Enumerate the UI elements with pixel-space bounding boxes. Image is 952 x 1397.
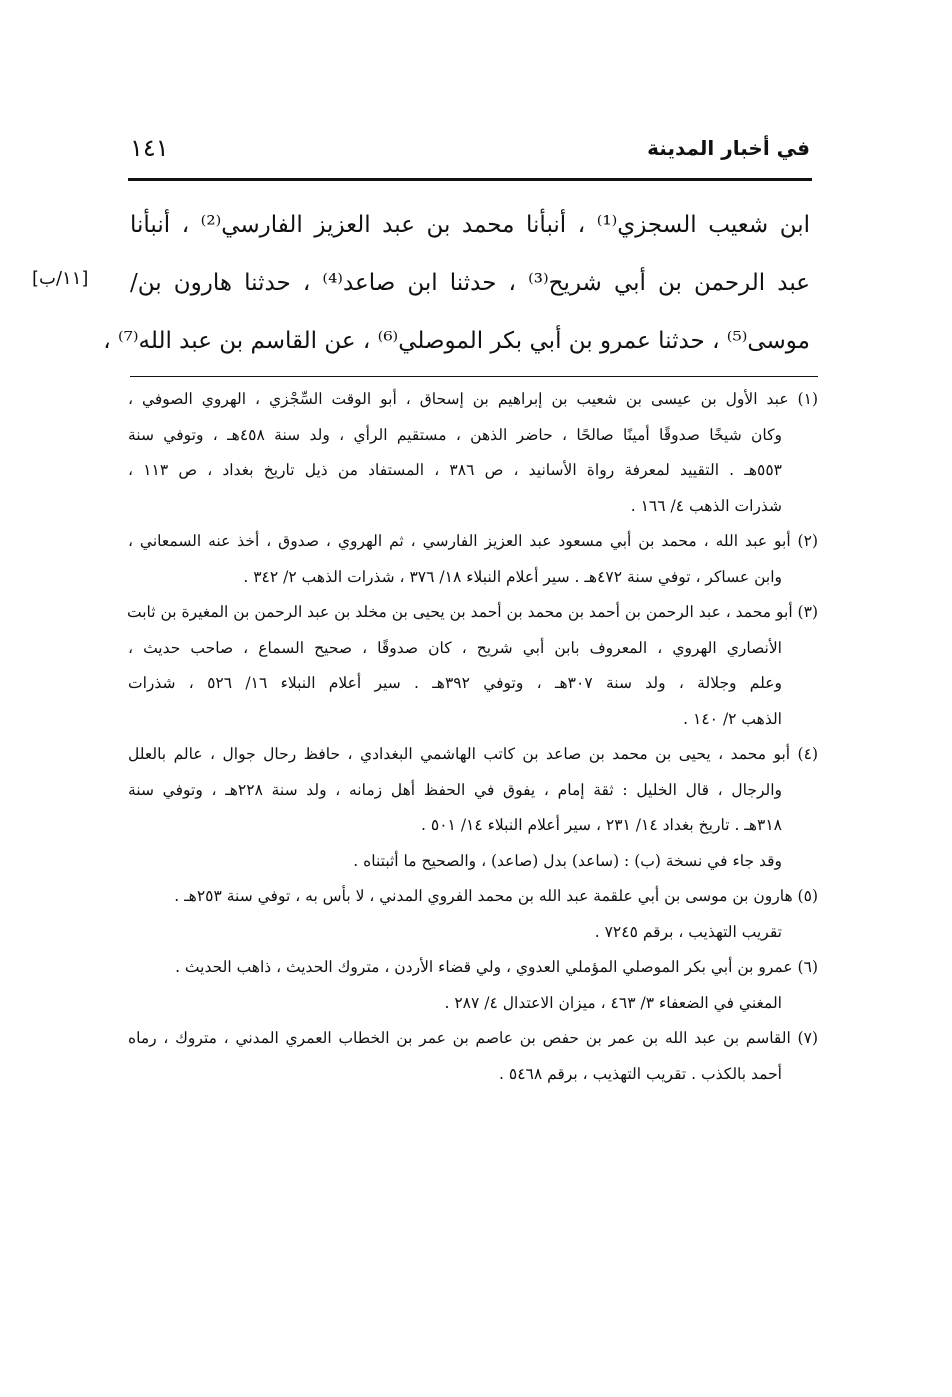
footnote-line: الذهب ٢/ ١٤٠ . xyxy=(683,709,782,728)
footnote-line: المغني في الضعفاء ٣/ ٤٦٣ ، ميزان الاعتدال ٤/ ٢٨٧ . xyxy=(444,993,782,1012)
footnote-line: (٣) أبو محمد ، عبد الرحمن بن أحمد بن محمد بن أحمد بن يحيى بن مخلد بن عبد الرحمن بن المغيرة بن ثابت xyxy=(127,603,818,621)
footnote-line: وقد جاء في نسخة (ب) : (ساعد) بدل (صاعد) ، والصحيح ما أثبتناه . xyxy=(353,851,782,870)
footnote-line: شذرات الذهب ٤/ ١٦٦ . xyxy=(630,496,782,515)
footnote-separator xyxy=(130,376,818,377)
running-title: في أخبار المدينة xyxy=(647,136,810,160)
footnotes xyxy=(128,382,818,1092)
footnote-3 xyxy=(128,595,818,737)
main-text-line: ابن شعيب السجزي⁽¹⁾ ، أنبأنا محمد بن عبد العزيز الفارسي⁽²⁾ ، أنبأنا xyxy=(130,212,810,238)
main-text-line: عبد الرحمن بن أبي شريح⁽³⁾ ، حدثنا ابن صاعد⁽⁴⁾ ، حدثنا هارون بن/ xyxy=(130,270,810,296)
footnote-4 xyxy=(128,737,818,879)
main-text-line: موسى⁽⁵⁾ ، حدثنا عمرو بن أبي بكر الموصلي⁽⁶⁾ ، عن القاسم بن عبد الله⁽⁷⁾ ، xyxy=(103,328,810,354)
footnote-line: (٤) أبو محمد ، يحيى بن محمد بن صاعد بن كاتب الهاشمي البغدادي ، حافظ رحال جوال ، عالم بالعلل xyxy=(128,745,818,763)
footnote-line: (٢) أبو عبد الله ، محمد بن أبي مسعود عبد العزيز الفارسي ، ثم الهروي ، صدوق ، أخذ عنه السمعاني ، xyxy=(128,532,818,550)
footnote-line: (١) عبد الأول بن عيسى بن شعيب بن إبراهيم بن إسحاق ، أبو الوقت السِّجْزي ، الهروي الصوفي ، xyxy=(128,390,818,408)
footnote-line: وابن عساكر ، توفي سنة ٤٧٢هـ . سير أعلام النبلاء ١٨/ ٣٧٦ ، شذرات الذهب ٢/ ٣٤٢ . xyxy=(243,567,782,586)
header-rule xyxy=(128,178,812,181)
footnote-line: والرجال ، قال الخليل : ثقة إمام ، يفوق في الحفظ أهل زمانه ، ولد سنة ٢٢٨هـ ، وتوفي سنة xyxy=(128,780,783,799)
footnote-line: وعلم وجلالة ، ولد سنة ٣٠٧هـ ، وتوفي ٣٩٢هـ . سير أعلام النبلاء ١٦/ ٥٢٦ ، شذرات xyxy=(128,674,782,692)
footnote-line: ٥٥٣هـ . التقييد لمعرفة رواة الأسانيد ، ص ٣٨٦ ، المستفاد من ذيل تاريخ بغداد ، ص ١١٣ ، xyxy=(128,461,782,479)
footnote-6 xyxy=(128,950,818,1021)
footnote-5 xyxy=(128,879,818,950)
manuscript-folio-note: [١١/ب] xyxy=(32,268,89,289)
footnote-line: تقريب التهذيب ، برقم ٧٢٤٥ . xyxy=(594,922,782,941)
footnote-1 xyxy=(128,382,818,524)
footnote-line: (٧) القاسم بن عبد الله بن عمر بن حفص بن عاصم بن عمر بن الخطاب العمري المدني ، متروك ، رماه xyxy=(128,1029,818,1047)
page-number: ١٤١ xyxy=(130,134,169,162)
footnote-line: (٥) هارون بن موسى بن أبي علقمة عبد الله بن محمد الفروي المدني ، لا بأس به ، توفي سنة ٢٥٣هـ . xyxy=(174,887,818,905)
footnote-line: أحمد بالكذب . تقريب التهذيب ، برقم ٥٤٦٨ . xyxy=(499,1064,782,1083)
main-text xyxy=(103,196,810,370)
page-header xyxy=(130,132,810,172)
footnote-7 xyxy=(128,1021,818,1092)
footnote-line: (٦) عمرو بن أبي بكر الموصلي المؤملي العدوي ، ولي قضاء الأردن ، متروك الحديث ، ذاهب الحديث . xyxy=(175,958,818,976)
footnote-line: وكان شيخًا صدوقًا أمينًا صالحًا ، حاضر الذهن ، مستقيم الرأي ، ولد سنة ٤٥٨هـ ، وتوفي سنة xyxy=(128,425,782,444)
footnote-line: ٣١٨هـ . تاريخ بغداد ١٤/ ٢٣١ ، سير أعلام النبلاء ١٤/ ٥٠١ . xyxy=(421,816,782,834)
footnote-2 xyxy=(128,524,818,595)
footnote-line: الأنصاري الهروي ، المعروف بابن أبي شريح ، كان صدوقًا ، صحيح السماع ، صاحب حديث ، xyxy=(128,638,782,657)
